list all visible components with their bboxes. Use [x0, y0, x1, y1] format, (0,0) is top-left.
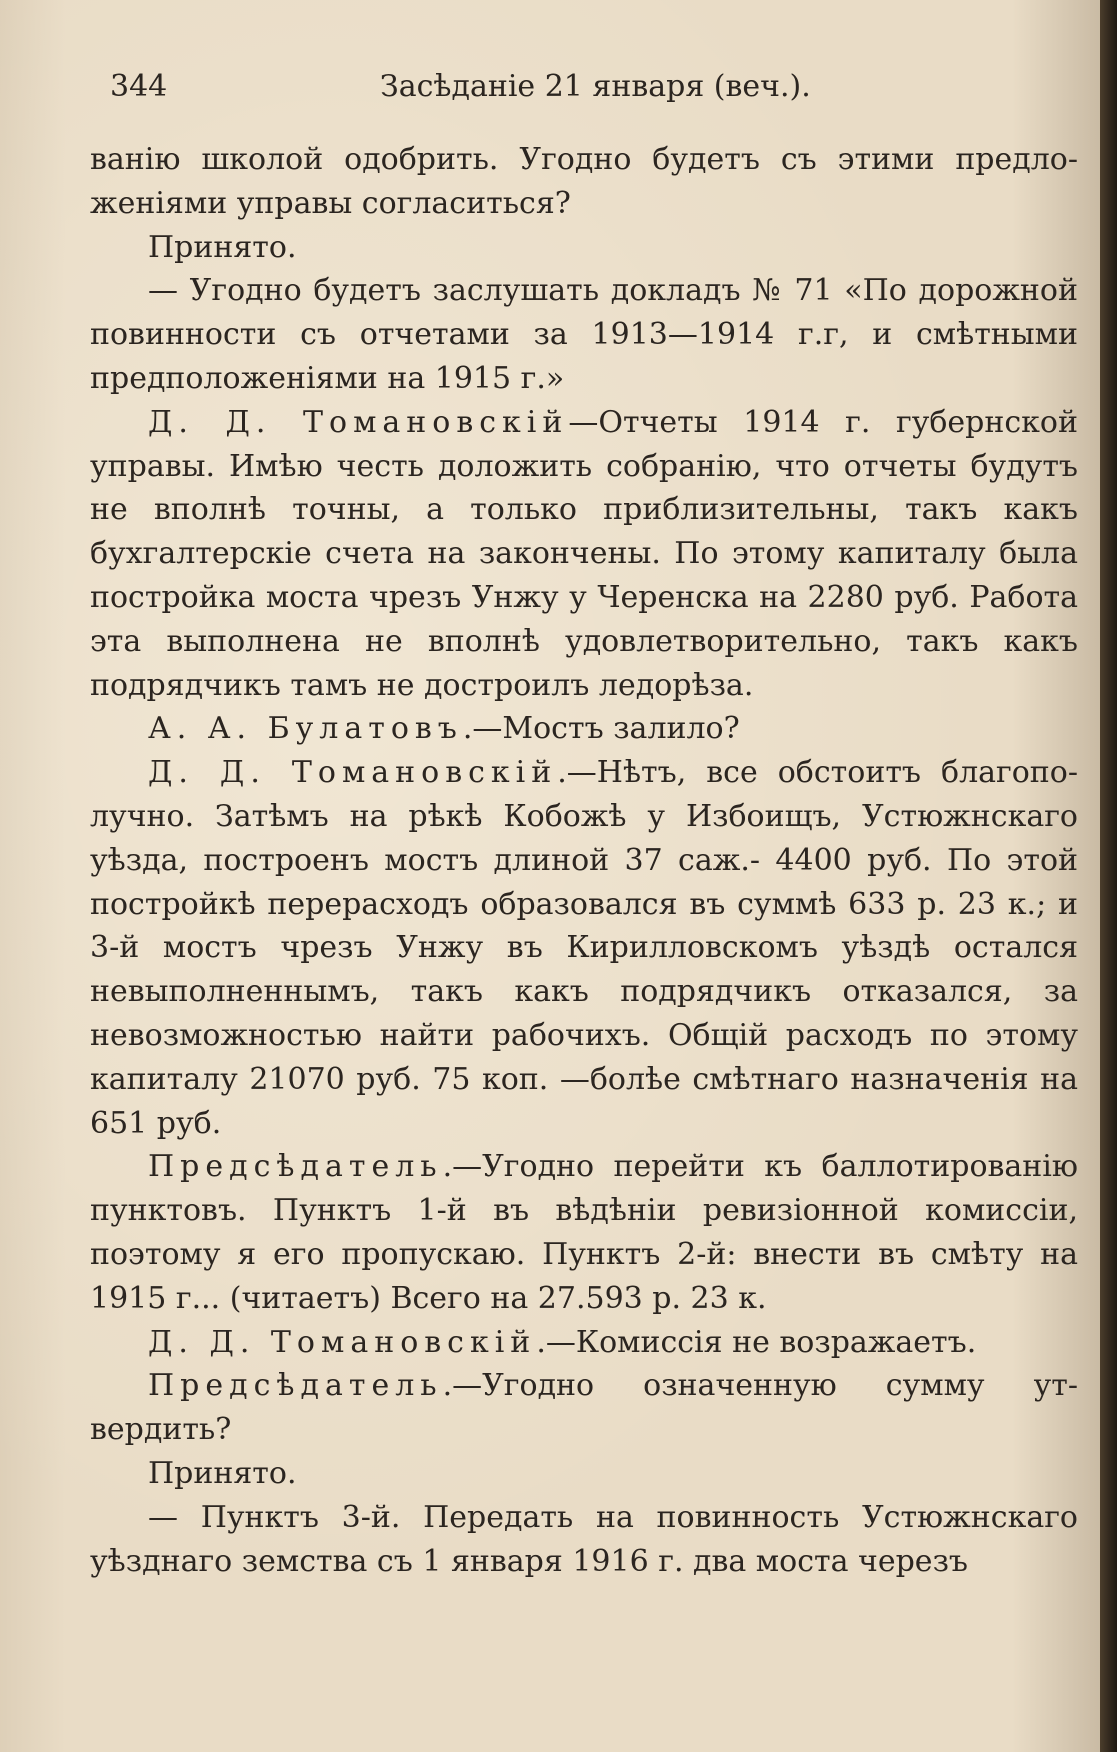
paragraph [90, 1321, 1078, 1365]
paragraph [90, 269, 1078, 400]
paragraph-text: .—Нѣтъ, все обстоитъ благополучно. Затѣмъ на рѣкѣ Кобожѣ у Избоищъ, Устюжнскаго уѣзда, построенъ мостъ длиной 37 саж.- 4400 руб. По этой постройкѣ перерасходъ образовался въ суммѣ 633 р. 23 к.; и 3-й мостъ чрезъ Унжу въ Кирилловскомъ уѣздѣ остался невыполненнымъ, такъ какъ подрядчикъ отказался, за невозможностью найти рабочихъ. Общій расходъ по этому капиталу 21070 руб. 75 коп. —болѣе смѣтнаго назначенія на 651 руб. [90, 755, 1078, 1141]
paragraph-text: — Угодно будетъ заслушать докладъ № 71 «По дорожной повинности съ отчетами за 1913—1914 г.г, и смѣтными предположеніями на 1915 г.» [90, 273, 1078, 396]
paragraph-text: Принято. [148, 1455, 297, 1491]
paragraph-text: .—Мостъ залило? [462, 711, 740, 747]
paragraph-text: ванію школой одобрить. Угодно будетъ съ этими предложеніями управы согласиться? [90, 142, 1078, 221]
paragraph-text: .—Угодно означенную сумму утвердить? [90, 1368, 1078, 1448]
paragraph [90, 1496, 1078, 1584]
paragraph [90, 1364, 1078, 1452]
speaker-name: Предсѣдатель [148, 1368, 443, 1404]
speaker-name: Д. Д. Томановскій [148, 755, 558, 791]
paragraph-text: .—Комиссія не возражаетъ. [536, 1324, 977, 1360]
book-edge-shadow [1100, 0, 1117, 1752]
paragraph [90, 138, 1078, 226]
paragraph-text: —Отчеты 1914 г. губернской управы. Имѣю честь доложить собранію, что отчеты будутъ не вполнѣ точны, а только приблизительны, такъ какъ бухгалтерскіе счета на закончены. По этому капиталу была постройка моста чрезъ Унжу у Черенска на 2280 руб. Работа эта выполнена не вполнѣ удовлетворительно, такъ какъ подрядчикъ тамъ не достроилъ ледорѣза. [90, 404, 1078, 703]
paragraph [90, 707, 1078, 751]
paragraph [90, 401, 1078, 708]
paragraph [90, 1145, 1078, 1320]
paragraph-text: — Пунктъ 3-й. Передать на повинность Устюжнскаго уѣзднаго земства съ 1 января 1916 г. два моста черезъ [90, 1499, 1078, 1579]
speaker-name: Д. Д. Томановскій [148, 404, 569, 440]
page-header [110, 62, 1080, 112]
speaker-name: А. А. Булатовъ [148, 711, 463, 747]
running-title: Засѣданіе 21 января (веч.). [380, 69, 811, 104]
body-text [90, 138, 1078, 1583]
paragraph [90, 226, 1078, 270]
paragraph-text: Принято. [148, 229, 297, 265]
speaker-name: Предсѣдатель [148, 1149, 443, 1185]
paragraph [90, 1452, 1078, 1496]
paragraph [90, 751, 1078, 1145]
page-number: 344 [110, 69, 168, 104]
speaker-name: Д. Д. Томановскій [148, 1324, 537, 1360]
paragraph-text: .—Угодно перейти къ баллотированію пунктовъ. Пунктъ 1-й въ вѣдѣніи ревизіонной комиссіи, поэтому я его пропускаю. Пунктъ 2-й: внести въ смѣту на 1915 г... (читаетъ) Всего на 27.593 р. 23 к. [90, 1149, 1078, 1316]
